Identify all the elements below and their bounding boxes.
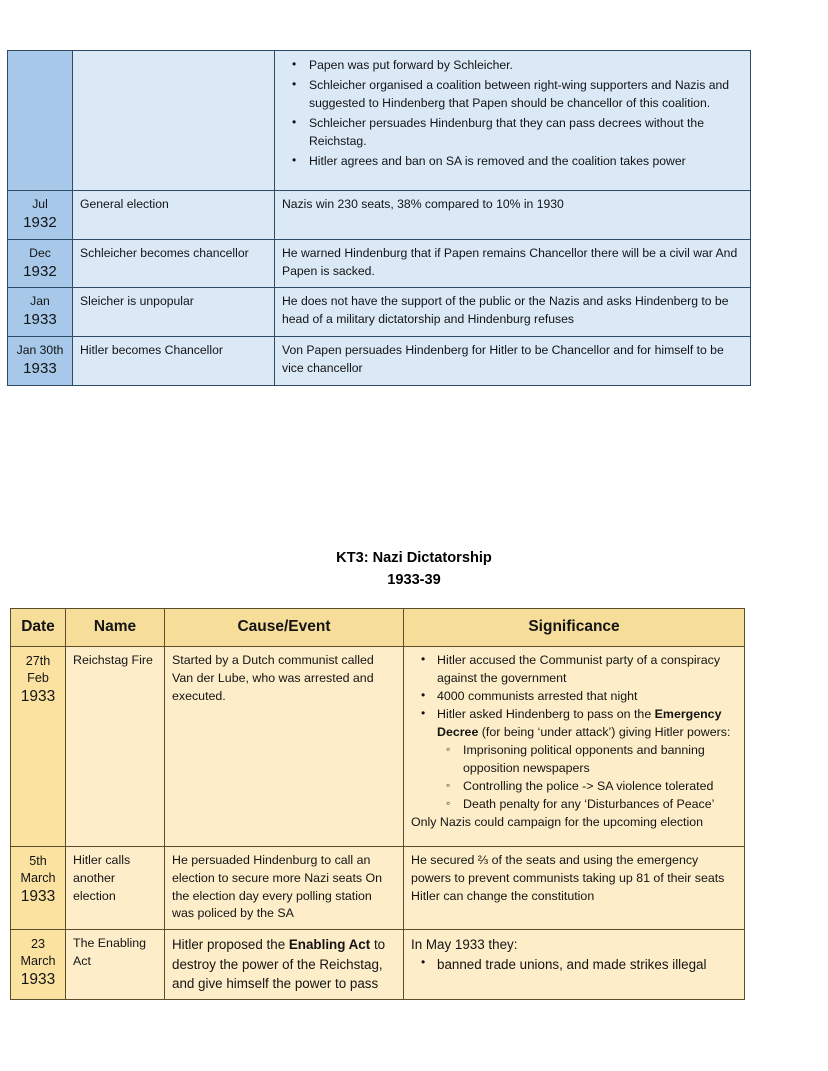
name-cell: Reichstag Fire	[66, 647, 165, 847]
page-title	[0, 548, 828, 592]
bullet-list	[411, 955, 737, 974]
cause-text-pre: Hitler proposed the	[172, 937, 289, 953]
column-header-name: Name	[66, 609, 165, 647]
detail-cell: He does not have the support of the public or the Nazis and asks Hindenberg to be head of a military dictatorship and Hindenburg refuses	[275, 288, 751, 337]
page-title-line1: KT3: Nazi Dictatorship	[336, 550, 492, 566]
table-row	[11, 930, 745, 1000]
date-year: 1933	[23, 311, 57, 329]
significance-cell: He secured ⅔ of the seats and using the emergency powers to prevent communists taking up 81 of their seats Hitler can change the constitution	[404, 847, 745, 930]
date-month: Dec	[29, 246, 51, 260]
column-header-significance: Significance	[404, 609, 745, 647]
weimar-timeline-table	[7, 50, 751, 386]
date-year: 1933	[20, 887, 56, 905]
nazi-dictatorship-table	[10, 608, 745, 1000]
date-year: 1933	[23, 360, 57, 378]
cause-text-bold: Enabling Act	[288, 937, 371, 953]
significance-cell	[404, 930, 745, 1000]
name-cell	[73, 51, 275, 191]
detail-cell	[275, 51, 751, 191]
table-row	[11, 647, 745, 847]
date-month: Jan	[30, 294, 50, 309]
bullet-text-pre: Hitler asked Hindenberg to pass on the	[437, 707, 655, 722]
list-item: • Schleicher persuades Hindenburg that they can pass decrees without the Reichstag.	[309, 114, 743, 151]
date-month: Feb	[27, 671, 49, 686]
list-item: ◦ Imprisoning political opponents and banning opposition newspapers	[463, 742, 737, 778]
table-header-row	[11, 609, 745, 647]
list-item: ◦ Controlling the police -> SA violence tolerated	[463, 778, 737, 796]
table-row	[8, 288, 751, 337]
name-cell: General election	[73, 191, 275, 240]
table-row	[8, 51, 751, 191]
name-cell: Hitler becomes Chancellor	[73, 337, 275, 385]
date-month: March	[20, 953, 56, 968]
date-month: Jul	[32, 197, 48, 211]
list-item: ◦ Death penalty for any ‘Disturbances of Peace’	[463, 796, 737, 814]
date-cell	[8, 191, 73, 240]
significance-tail-text: Only Nazis could campaign for the upcoming election	[411, 815, 704, 830]
page-title-line2: 1933-39	[387, 571, 441, 588]
bullet-list	[411, 652, 737, 814]
list-item: • 4000 communists arrested that night	[437, 688, 737, 706]
cause-text-post: to destroy the power of the Reichstag, and give himself the power to pass	[172, 937, 386, 991]
cause-cell: He persuaded Hindenburg to call an election to secure more Nazi seats On the election day every polling station was policed by the SA	[165, 847, 404, 930]
table-row	[11, 847, 745, 930]
date-cell	[8, 288, 73, 337]
date-cell	[8, 51, 73, 191]
table-row	[8, 337, 751, 385]
date-day: 5th	[29, 854, 47, 869]
cause-cell: Started by a Dutch communist called Van der Lube, who was arrested and executed.	[165, 647, 404, 847]
bullet-text-bold: Emergency Decree	[437, 707, 722, 740]
name-cell: The Enabling Act	[66, 930, 165, 1000]
table-row	[8, 191, 751, 240]
detail-cell: He warned Hindenburg that if Papen remains Chancellor there will be a civil war And Papen is sacked.	[275, 240, 751, 288]
date-year: 1932	[23, 262, 57, 280]
table-row	[8, 240, 751, 288]
date-year: 1932	[23, 213, 57, 231]
list-item: • banned trade unions, and made strikes illegal	[437, 955, 737, 974]
list-item: • Schleicher organised a coalition between right-wing supporters and Nazis and suggested to Hindenberg that Papen should be chancellor of this coalition.	[309, 76, 743, 113]
date-day: 23	[30, 937, 45, 952]
date-cell	[11, 647, 66, 847]
date-cell	[11, 847, 66, 930]
date-cell	[8, 337, 73, 385]
column-header-cause-event: Cause/Event	[165, 609, 404, 647]
bullet-text-post: (for being ‘under attack’) giving Hitler powers:	[478, 725, 731, 740]
date-year: 1933	[20, 687, 56, 705]
list-item: • Papen was put forward by Schleicher.	[309, 56, 743, 75]
date-cell	[8, 240, 73, 288]
date-cell	[11, 930, 66, 1000]
bullet-list	[282, 56, 743, 170]
significance-cell	[404, 647, 745, 847]
detail-cell: Nazis win 230 seats, 38% compared to 10% in 1930	[275, 191, 751, 240]
name-cell: Schleicher becomes chancellor	[73, 240, 275, 288]
date-day: 27th	[25, 654, 51, 669]
name-cell: Sleicher is unpopular	[73, 288, 275, 337]
detail-cell: Von Papen persuades Hindenberg for Hitler to be Chancellor and for himself to be vice chancellor	[275, 337, 751, 385]
list-item: • Hitler accused the Communist party of a conspiracy against the government	[437, 652, 737, 688]
list-item	[437, 706, 737, 814]
date-month: Jan 30th	[16, 343, 64, 358]
column-header-date: Date	[11, 609, 66, 647]
list-item: • Hitler agrees and ban on SA is removed and the coalition takes power	[309, 152, 743, 171]
date-year: 1933	[20, 970, 56, 988]
name-cell: Hitler calls another election	[66, 847, 165, 930]
sub-bullet-list	[437, 742, 737, 814]
significance-intro: In May 1933 they:	[411, 937, 518, 953]
date-month: March	[20, 871, 56, 886]
cause-cell	[165, 930, 404, 1000]
